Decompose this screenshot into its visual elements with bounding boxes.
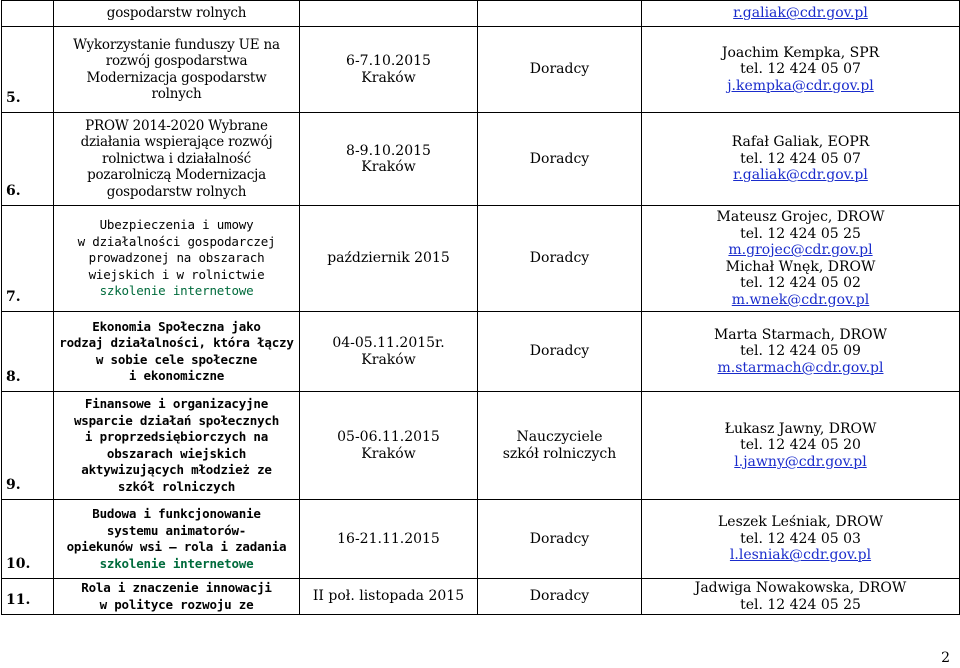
audience-text: Doradcy — [529, 588, 590, 605]
audience-cell — [478, 500, 642, 579]
table-row — [2, 579, 960, 615]
date-cell — [300, 206, 478, 312]
audience-cell — [478, 579, 642, 615]
contact-phone: tel. 12 424 05 09 — [740, 343, 861, 360]
row-number: 7. — [2, 206, 54, 312]
contact-cell — [642, 579, 960, 615]
contact-email[interactable]: m.grojec@cdr.gov.pl — [728, 242, 873, 258]
topic-line: pozarolniczą Modernizacja — [87, 167, 266, 184]
audience-cell — [478, 312, 642, 392]
place-text: Kraków — [361, 351, 416, 368]
contact-name: Mateusz Grojec, DROW — [716, 209, 885, 225]
contact-phone: tel. 12 424 05 25 — [740, 225, 861, 242]
date-text: 6-7.10.2015 — [346, 53, 431, 69]
contact-email[interactable]: m.starmach@cdr.gov.pl — [717, 359, 884, 376]
topic-line: Ubezpieczenia i umowy — [99, 217, 254, 233]
topic-line: w sobie cele społeczne — [95, 351, 258, 367]
audience-text: Doradcy — [529, 343, 590, 360]
topic-line: w polityce rozwoju ze — [99, 596, 254, 612]
table-row — [2, 113, 960, 206]
contact-name: Michał Wnęk, DROW — [725, 258, 876, 275]
row-number — [2, 1, 54, 27]
topic-line: i ekonomiczne — [128, 368, 225, 383]
audience-cell — [478, 113, 642, 206]
date-cell — [300, 27, 478, 113]
contact-phone: tel. 12 424 05 07 — [740, 150, 861, 167]
topic-line: w działalności gospodarczej — [77, 233, 276, 249]
audience-text: Nauczyciele szkół rolniczych — [502, 429, 617, 462]
topic-line: wiejskich i w rolnictwie — [88, 266, 265, 282]
audience-text: Doradcy — [529, 61, 590, 78]
contact-name: Leszek Leśniak, DROW — [718, 514, 883, 531]
topic-line: rolnictwa i działalność — [102, 150, 251, 167]
contact-cell — [642, 500, 960, 579]
contact-name: Łukasz Jawny, DROW — [724, 420, 877, 437]
contact-email[interactable]: r.galiak@cdr.gov.pl — [733, 167, 868, 184]
audience-cell — [478, 27, 642, 113]
contact-phone: tel. 12 424 05 25 — [740, 596, 861, 613]
topic-line: Budowa i funkcjonowanie — [92, 506, 261, 521]
contact-cell — [642, 392, 960, 500]
topic-cell — [54, 500, 300, 579]
page-number: 2 — [941, 650, 950, 666]
date-cell — [300, 579, 478, 615]
topic-line: Ekonomia Społeczna jako — [92, 318, 261, 334]
topic-line: PROW 2014-2020 Wybrane — [85, 117, 268, 134]
topic-line: rolnych — [151, 86, 202, 102]
row-number: 6. — [2, 113, 54, 206]
row-number: 11. — [2, 579, 54, 615]
audience-cell — [478, 206, 642, 312]
audience-text: Doradcy — [529, 250, 590, 267]
topic-line: działania wspierające rozwój — [80, 134, 273, 151]
audience-text: Doradcy — [529, 150, 590, 167]
contact-cell — [642, 113, 960, 206]
table-row — [2, 392, 960, 500]
contact-phone: tel. 12 424 05 02 — [740, 275, 861, 291]
audience-text: Doradcy — [529, 530, 590, 547]
place-text: Kraków — [361, 445, 416, 462]
topic-line: Finansowe i organizacyjne — [84, 396, 269, 411]
topic-cell — [54, 27, 300, 113]
table-row — [2, 312, 960, 392]
topic-line: gospodarstw rolnych — [106, 183, 247, 200]
topic-note: szkolenie internetowe — [99, 283, 254, 299]
contact-cell — [642, 312, 960, 392]
contact-name: Jadwiga Nowakowska, DROW — [694, 580, 907, 596]
date-text: 05-06.11.2015 — [337, 429, 440, 445]
table-row — [2, 206, 960, 312]
date-cell — [300, 113, 478, 206]
contact-cell — [642, 206, 960, 312]
table-row — [2, 1, 960, 27]
audience-cell — [478, 392, 642, 500]
date-cell — [300, 392, 478, 500]
date-cell — [300, 312, 478, 392]
topic-line: obszarach wiejskich — [106, 445, 247, 461]
topic-cell — [54, 206, 300, 312]
contact-name: Rafał Galiak, EOPR — [731, 134, 870, 151]
table-row — [2, 500, 960, 579]
topic-cell — [54, 392, 300, 500]
contact-phone: tel. 12 424 05 07 — [740, 61, 861, 78]
date-cell — [300, 1, 478, 27]
contact-name: Marta Starmach, DROW — [713, 326, 888, 343]
topic-line: Wykorzystanie funduszy UE na — [73, 36, 280, 53]
place-text: Kraków — [361, 159, 416, 175]
topic-line: i proprzedsiębiorczych na — [84, 429, 269, 444]
contact-name: Joachim Kempka, SPR — [721, 44, 880, 61]
date-text: październik 2015 — [327, 250, 450, 267]
date-text: II poł. listopada 2015 — [312, 588, 465, 605]
topic-note: szkolenie internetowe — [99, 555, 254, 571]
topic-line: opiekunów wsi – rola i zadania — [66, 539, 287, 554]
topic-line: Modernizacja gospodarstw — [86, 69, 267, 86]
topic-cell — [54, 312, 300, 392]
training-table — [1, 0, 960, 615]
contact-email[interactable]: l.lesniak@cdr.gov.pl — [729, 547, 872, 564]
contact-email[interactable]: r.galiak@cdr.gov.pl — [733, 5, 868, 22]
contact-email[interactable]: m.wnek@cdr.gov.pl — [731, 291, 870, 308]
row-number: 5. — [2, 27, 54, 113]
contact-email[interactable]: j.kempka@cdr.gov.pl — [727, 77, 874, 94]
topic-line: wsparcie działań społecznych — [73, 412, 280, 428]
topic-line: szkół rolniczych — [117, 478, 236, 494]
contact-cell — [642, 27, 960, 113]
topic-line: aktywizujących młodzież ze — [81, 462, 272, 477]
row-number: 8. — [2, 312, 54, 392]
topic-line: rodzaj działalności, która łączy — [59, 335, 294, 350]
date-text: 04-05.11.2015r. — [332, 335, 445, 351]
topic-cell — [54, 579, 300, 615]
contact-email[interactable]: l.jawny@cdr.gov.pl — [734, 453, 867, 470]
topic-line: Rola i znaczenie innowacji — [81, 580, 272, 595]
topic-line: systemu animatorów- — [106, 522, 247, 538]
topic-cell — [54, 113, 300, 206]
date-cell — [300, 500, 478, 579]
date-text: 16-21.11.2015 — [337, 530, 440, 547]
place-text: Kraków — [361, 69, 416, 86]
topic-line: rozwój gospodarstwa — [105, 53, 248, 69]
table-row — [2, 27, 960, 113]
row-number: 10. — [2, 500, 54, 579]
audience-cell — [478, 1, 642, 27]
topic-cell: gospodarstw rolnych — [54, 1, 300, 27]
row-number: 9. — [2, 392, 54, 500]
topic-line: prowadzonej na obszarach — [88, 250, 265, 266]
contact-cell — [642, 1, 960, 27]
date-text: 8-9.10.2015 — [346, 142, 431, 159]
contact-phone: tel. 12 424 05 03 — [740, 530, 861, 547]
contact-phone: tel. 12 424 05 20 — [740, 437, 861, 454]
